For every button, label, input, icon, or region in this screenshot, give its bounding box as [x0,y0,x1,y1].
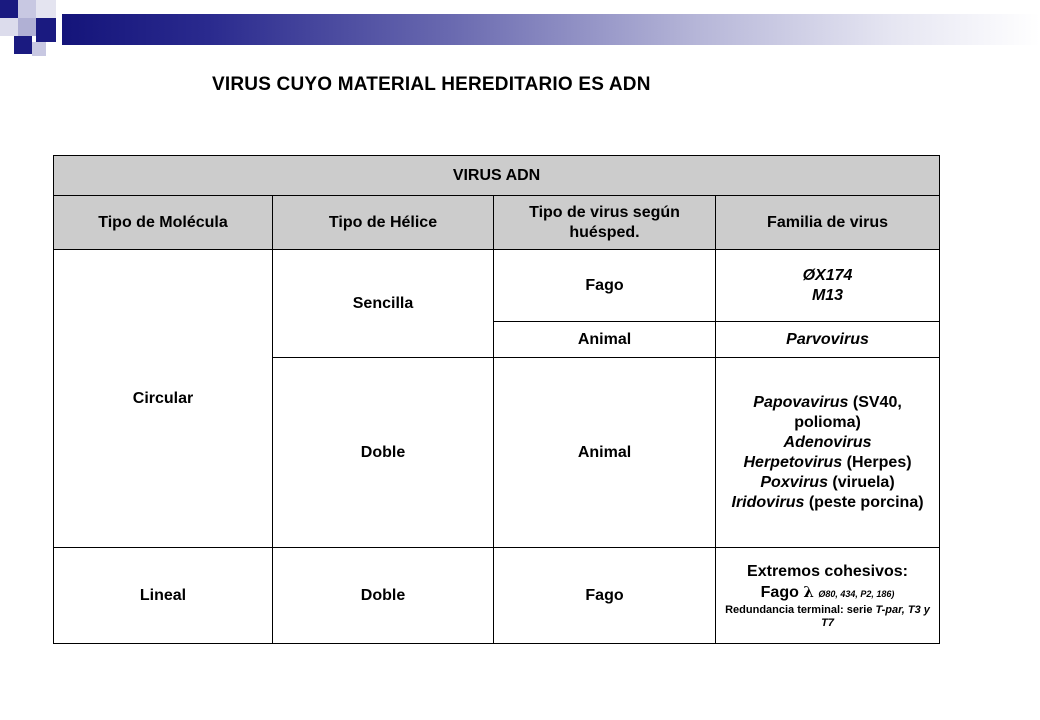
deco-square [0,18,18,36]
family-adenovirus: Adenovirus [783,433,872,451]
family-phix174: ØX174 [802,266,853,284]
cell-familia-fago [716,250,940,322]
deco-square [18,0,36,18]
cell-animal: Animal [494,322,716,358]
family-poxvirus: Poxvirus (viruela) [760,473,895,491]
cell-familia-doble [716,358,940,548]
cell-circular: Circular [54,250,273,548]
cell-fago: Fago [494,250,716,322]
deco-square [32,42,46,56]
header-tipo-molecula: Tipo de Molécula [54,196,273,250]
cell-sencilla: Sencilla [273,250,494,358]
family-m13: M13 [811,286,844,304]
deco-square [14,36,32,54]
family-iridovirus: Iridovirus (peste porcina) [731,493,924,511]
virus-table [53,155,940,644]
header-tipo-helice: Tipo de Hélice [273,196,494,250]
deco-square [36,0,56,18]
deco-square [18,18,36,36]
header-gradient-band [62,14,1040,45]
deco-square [0,0,18,18]
header-tipo-virus-huesped: Tipo de virus según huésped. [494,196,716,250]
cell-fago-lineal: Fago [494,548,716,644]
deco-square [36,18,56,42]
header-decoration [0,0,1040,60]
family-papovavirus: Papovavirus (SV40, polioma) [753,393,902,431]
extremos-cohesivos: Extremos cohesivos: [747,562,908,580]
cell-doble-lineal: Doble [273,548,494,644]
cell-lineal: Lineal [54,548,273,644]
family-herpetovirus: Herpetovirus (Herpes) [743,453,912,471]
fago-lambda: Fago λ Ø80, 434, P2, 186) [760,582,895,601]
page-title: VIRUS CUYO MATERIAL HEREDITARIO ES ADN [212,74,651,95]
table-caption: VIRUS ADN [54,156,940,196]
header-familia-virus: Familia de virus [716,196,940,250]
cell-parvovirus: Parvovirus [716,322,940,358]
redundancia-terminal: Redundancia terminal: serie T-par, T3 y T7 [725,603,930,629]
cell-doble: Doble [273,358,494,548]
cell-familia-lineal [716,548,940,644]
cell-animal-doble: Animal [494,358,716,548]
